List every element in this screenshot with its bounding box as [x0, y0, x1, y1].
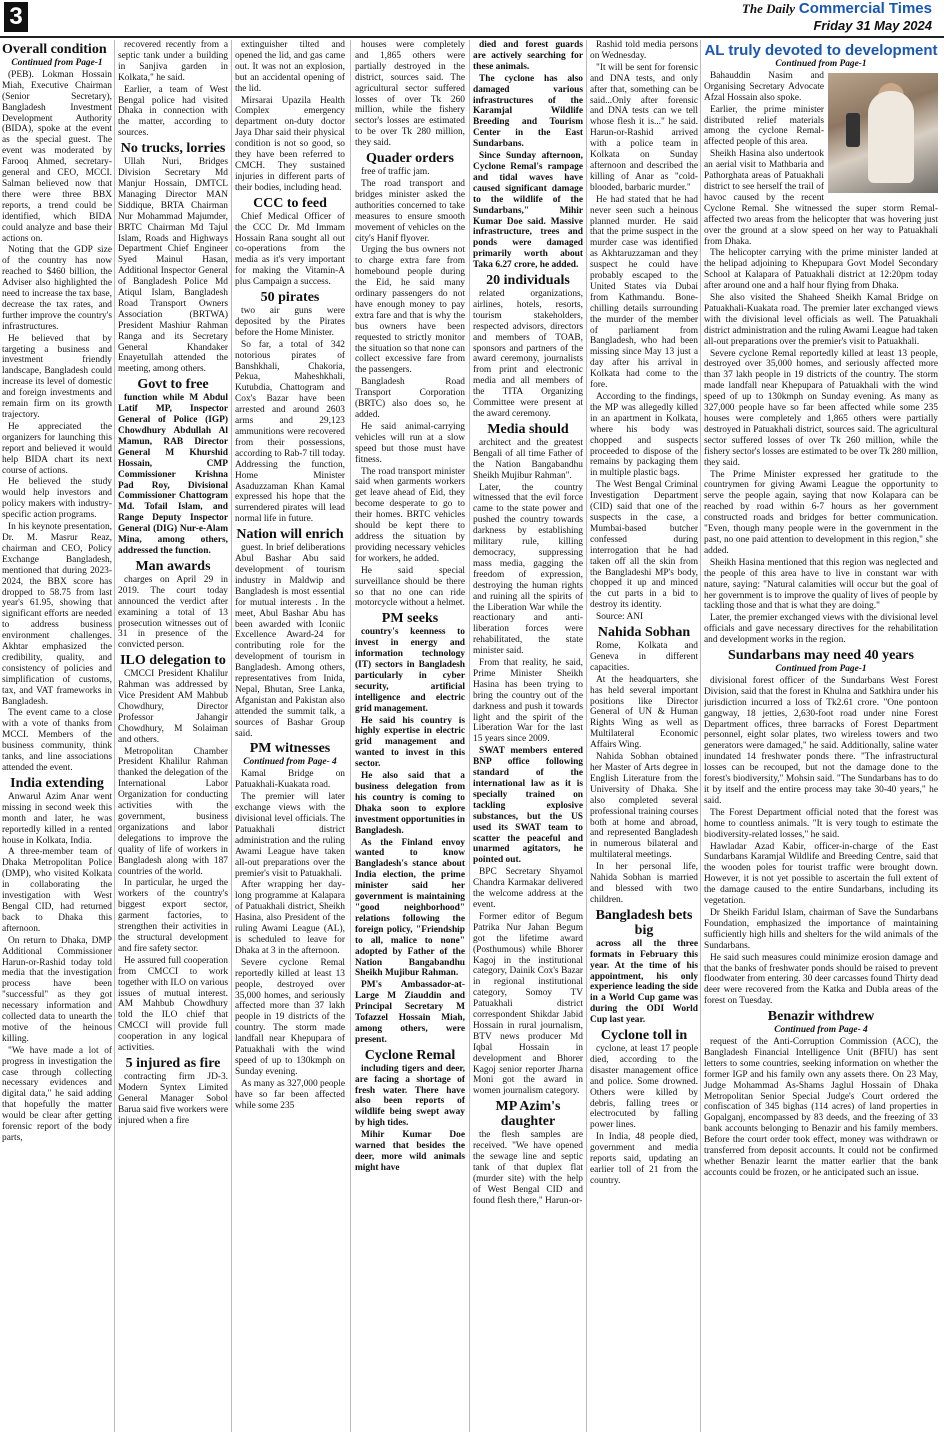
paragraph: He said such measures could minimize erosion damage and that the banks of freshwater ponds should be raised to prevent floodwater from entering. 30 deer carcasses found Thirty dead deer were recovered from the Katka and Dubla areas of the forest on Tuesday.	[704, 952, 938, 1007]
paragraph: Anwarul Azim Anar went missing in second week this month and later, he was reportedly killed in a rented house in Kolkata, India.	[2, 791, 112, 846]
paragraph: recovered recently from a septic tank under a building in Sanjiva garden in Kolkata," he said.	[118, 40, 228, 83]
paragraph: According to the findings, the MP was allegedly killed in an apartment in Kolkata, where his body was chopped and suspects proceeded to dispose of the remains by packaging them in multiple plastic bags.	[590, 392, 698, 479]
headline-20-individuals: 20 individuals	[486, 273, 570, 289]
paragraph: After wrapping her day-long programme at Kalapara of Patuakhali district, Sheikh Hasina, also President of the ruling Awami League (AL), is scheduled to leave for Dhaka at 3 in the afternoon.	[235, 880, 345, 956]
headline-quader-orders: Quader orders	[365, 151, 454, 167]
headline-pm-witnesses: PM witnesses	[249, 741, 331, 757]
paragraph: guest. In brief deliberations Abul Bashar Abu said development of tourism industry in Maldwip and Bangladesh is most essential for mutual interests . In the meet, Abul Bashar Abu has been awarded with Iconiic Excellence Award-24 for contributing role for the development of tourism in Bangladesh. Among others, representatives from Inida, Nepal, Bhutan, Sree Lanka, Afganistan and Pakistan also attended the summit talk, a sources of Bashar Group said.	[235, 543, 345, 739]
headline-overall-condition: Overall condition	[2, 42, 107, 57]
paragraph: He believed the study would help investors and policy makers with industry-specific action programs.	[2, 477, 112, 521]
column-5	[473, 40, 583, 1432]
paragraph: cyclone, at least 17 people died, according to the disaster management office and police. Some drowned. Others were killed by debris, falling trees or electrocuted by falling power lines.	[590, 1044, 698, 1131]
column-divider	[350, 40, 351, 1432]
paragraph: charges on April 29 in 2019. The court today announced the verdict after examining a total of 13 prosecution witnesses out of 31 in presence of the convicted person.	[118, 574, 228, 651]
paragraph: country's keenness to invest in energy and information technology (IT) sectors in Bangladesh particularly in cyber security, artificial intelligence and electric grid management.	[355, 627, 465, 714]
paragraph: She also visited the Shaheed Sheikh Kamal Bridge on Patuakhali-Kuakata road. The premier later exchanged views with the divisional level officials as well. The Patuakhali district administration and the ruling Awami League had taken all-out preparations over the premier's visit to Patuakhali.	[704, 293, 938, 347]
brand	[742, 0, 932, 17]
paragraph: The West Bengal Criminal Investigation Department (CID) said that one of the suspects in the case, a Mumbai-based butcher confessed during interrogation that he had taken off all the skin from the Bangladeshi MP's body, chopped it up and minced the cut parts in a bid to destroy its identity.	[590, 480, 698, 611]
headline-50-pirates: 50 pirates	[260, 290, 320, 306]
source-credit: Source: ANI	[596, 612, 644, 623]
paragraph: In India, 48 people died, government and media reports said, updating an earlier toll of 21 from the country.	[590, 1132, 698, 1186]
paragraph: The event came to a close with a vote of thanks from MCCI. Members of the business community, think tanks, and line associations attended the event.	[2, 708, 112, 773]
headline-nahida-sobhan: Nahida Sobhan	[597, 625, 691, 641]
paragraph: architect and the greatest Bengali of all time Father of the Nation Bangabandhu Sheikh Mujibur Rahman".	[473, 437, 583, 481]
column-2	[118, 40, 228, 1432]
headline-man-awards: Man awards	[135, 558, 211, 574]
paragraph: Mihir Kumar Doe warned that besides the deer, more wild animals might have	[355, 1130, 465, 1173]
paragraph: He said animal-carrying vehicles will run at a slow speed but those must have fitness.	[355, 421, 465, 465]
column-divider	[114, 40, 115, 1432]
paragraph: As many as 327,000 people have so far been affected while some 235	[235, 1078, 345, 1111]
paragraph: (PEB). Lokman Hossain Miah, Executive Chairman (Senior Secretary), Bangladesh Investment Development Authority (BIDA), spoke at the event as the special guest. The event was moderated by Farooq Ahmed, secretary-general and CEO, MCCI. Salman believed now that there were three BBX reports, a trend could be identified, which BIDA could analyze and base their actions on.	[2, 69, 112, 244]
paragraph: The road transport minister said when garments workers get leave ahead of Eid, they become desperate to go to their homes. BRTC vehicles should be kept there to address the situation by providing necessary vehicles for workers, he added.	[355, 466, 465, 564]
headline-benazir-withdrew: Benazir withdrew	[767, 1009, 875, 1025]
paragraph: As the Finland envoy wanted to know Bangladesh's stance about India election, the prime minister said her government is maintaining "good neighborhood" relations following the foreign policy, "Friendship to all, malice to none" adopted by Father of the Nation Bangabandhu Sheikh Mujibur Rahman.	[355, 837, 465, 979]
paragraph: "It will be sent for forensic and DNA tests, and only after that, something can be said...Only after forensic and DNA tests can we tell whose flesh it is..." he said. Harun-or-Rashid arrived with a police team in Kolkata on Sunday afternoon and described the killing of Anar as "cold-blooded, barbaric murder."	[590, 62, 698, 193]
headline-cyclone-remal: Cyclone Remal	[364, 1047, 456, 1063]
headline-india-extending: India extending	[10, 775, 104, 791]
paragraph: died and forest guards are actively searching for these animals.	[473, 40, 583, 72]
column-4	[355, 40, 465, 1432]
brand-name: Commercial Times	[798, 0, 932, 17]
headline-5-injured: 5 injured as fire	[125, 1055, 221, 1071]
paragraph: across all the three formats in February this year. At the time of his appointment, his only experience leading the side in a World Cup game was during the ODI World Cup last year.	[590, 938, 698, 1026]
headline-bangladesh-bets-big: Bangladesh bets big	[595, 907, 693, 938]
continued-note: Continued from Page-1	[775, 59, 867, 69]
paragraph: Noting that the GDP size of the country has now reached to $460 billion, the Adviser also highlighted the need to increase the tax base, decrease the tax rates, and further improve the country's infrastructures.	[2, 245, 112, 332]
headline-sundarbans: Sundarbans may need 40 years	[728, 648, 914, 664]
headline-media-should: Media should	[487, 421, 569, 437]
paragraph: The Prime Minister expressed her gratitude to the countrymen for giving Awami League the opportunity to serve the people again, saying that now Kolapara can be reached by road within 6-7 hours as her government constructed roads and bridges for better communication. "Even, though many people were in the government in the past, no one paid attention to development in this region," she added.	[704, 469, 938, 556]
paragraph: The premier will later exchange views with the divisional level officials. The Patuakhali district administration and the ruling Awami League have taken all-out preparations over the premier's visit to Patuakhali.	[235, 792, 345, 879]
paragraph: Nahida Sobhan obtained her Master of Arts degree in English Literature from the University of Dhaka. She also completed several professional training courses both at home and abroad, and represented Bangladesh in numerous bilateral and multilateral meetings.	[590, 752, 698, 861]
paragraph: the flesh samples are received. "We have opened the sewage line and septic tank of that duplex flat (murder site) with the help of West Bengal CID and found flesh there," Harun-or-	[473, 1130, 583, 1206]
headline-nation-will-enrich: Nation will enrich	[236, 527, 344, 543]
continued-note: Continued from Page- 4	[243, 757, 337, 768]
paragraph: He said special surveillance should be there so that no one can ride motorcycle without a helmet.	[355, 565, 465, 609]
paragraph: Ullah Nuri, Bridges Division Secretary Md Manjur Hossain, DMTCL Managing Director MAN Siddique, BRTA Chairman Nur Mohammad Majumder, BRTC Chairman Md Tajul Islam, Roads and Highways Department Chief Engineer Syed Mainul Hasan, Additional Inspector General of Bangladesh Police Md Atiqul Islam, Bangladesh Road Transport Owners Association (BRTWA) President Mashiur Rahman Ranga and its Secretary General Khandaker Enayetullah attended the meeting, among others.	[118, 157, 228, 375]
brand-the: The Daily	[741, 1, 795, 16]
paragraph: Kamal Bridge on Patuakhali-Kuakata road.	[235, 769, 345, 791]
paragraph: Bahauddin Nasim and Organising Secretary Advocate Afzal Hossain also spoke.	[704, 70, 824, 103]
paragraph: He believed that by targeting a business and investment friendly landscape, Bangladesh could increase its level of domestic and foreign investments and remain firm on its growth trajectory.	[2, 333, 112, 420]
paragraph: "We have made a lot of progress in investigation the case through collecting necessary evidences and digital data," he said adding that hopefully the matter would be clear after getting forensic report of the body parts,	[2, 1045, 112, 1143]
masthead	[0, 0, 944, 38]
paragraph: Former editor of Begum Patrika Nur Jahan Begum got the lifetime award (Posthumous) while Bhorer Kagoj in the institutional category, Dainik Cox's Bazar in regional institutional category, Somoy TV Patuakhali district correspondent Shikdar Jabid Hossain in rural journalism, BTV news producer Md Iqbal Hossain in development and Bhorer Kagoj senior reporter Jharna Moni got the award in women journalism category.	[473, 911, 583, 1097]
paragraph: He also said that a business delegation from his country is coming to Dhaka soon to explore investment opportunities in Bangladesh.	[355, 771, 465, 836]
paragraph: request of the Anti-Corruption Commission (ACC), the Bangladesh Financial Intelligence Unit (BFIU) has sent letters to some countries, seeking information on whether the former IGP and his family own any assets there. On 23 May, Judge Mohammad As-Shams Jaglul Hossain of Dhaka Metropolitan Senior Special Judge's Court ordered the confiscation of 345 bighas (114 acres) of land properties in Gopalganj, encompassed by 83 deeds, and the freezing of 33 bank accounts belonging to Benazir and his family members. Before the court order took effect, money was withdrawn or transferred from deposit accounts. It could not be confirmed whether Benazir learnt the matter earlier that the bank accounts could be frozen, or he anticipated such an issue.	[704, 1037, 938, 1178]
headline-ilo-delegation: ILO delegation to	[120, 653, 226, 669]
headline-ccc-to-feed: CCC to feed	[253, 195, 327, 211]
paragraph: SWAT members entered BNP office following standard of the international law as it is specially trained on tackling explosive substances, but the US used its SWAT team to scatter the peaceful and unarmed agitators, he pointed out.	[473, 746, 583, 866]
paragraph: houses were completely and 1,865 others were partially destroyed in the district, sources said. The agricultural sector suffered losses of over Tk 260 million, while the fishery sector's losses are estimated to be over Tk 280 million, they said.	[355, 40, 465, 149]
paragraph: CMCCI President Khalilur Rahman was addressed by Vice President AM Mahbub Chowdhury, Director Professor Jahangir Chowdhury, M Solaiman and others.	[118, 669, 228, 745]
paragraph: Metropolitan Chamber President Khalilur Rahman thanked the delegation of the International Labor Organization for conducting activities with the government, business organizations and labor delegations to improve the quality of life of workers in Bangladesh along with 187 countries of the world.	[118, 746, 228, 877]
paragraph: He had stated that he had never seen such a heinous planned murder. He said that the prime suspect in the murder case was identified as Akhtaruzzaman and they suspect he could have probably escaped to the United States via Dubai from Kathmandu. Bone-chilling details surrounding the murder of the member of parliament from Bangladesh, who had been missing since May 13 just a day after his arrival in Kolkata had come to the fore.	[590, 194, 698, 391]
paragraph: He appreciated the organizers for launching this report and believed it would help BIDA chart its next course of actions.	[2, 421, 112, 476]
paragraph: So far, a total of 342 notorious pirates of Banshkhali, Chakoria, Pekua, Maheshkhali, Kutubdia, Chattogram and Cox's Bazar have been arrested and around 2603 arms and 29,123 ammunitions were recovered from their possessions, according to Rab-7 till today. Addressing the function, Home Minister Asaduzzaman Khan Kamal expressed his hope that the surrendered pirates will lead normal life in future.	[235, 339, 345, 525]
paragraph: In his keynote presentation, Dr. M. Masrur Reaz, chairman and CEO, Policy Exchange Bangladesh, mentioned that during 2023-2024, the BBX score has dropped to 58.75 from last year's 61.95, showing that significant efforts are needed to address business environment challenges. Akhtar emphasized the credibility, quality, and consistency of policies and simplification of customs, tax, and VAT frameworks in Bangladesh.	[2, 522, 112, 707]
paragraph: From that reality, he said, Prime Minister Sheikh Hasina has been trying to bring the country out of the darkness and push it towards light and the spirit of the Liberation War for the last 15 years since 2009.	[473, 658, 583, 745]
paragraph: Mirsarai Upazila Health Complex emergency department on-duty doctor Jaya Dhar said their physical condition is not so good, so they have been referred to CMCH. They sustained injuries in different parts of their bodies, including head.	[235, 95, 345, 193]
headline-govt-to-free: Govt to free	[137, 377, 209, 393]
paragraph: Hawladar Azad Kabir, officer-in-charge of the East Sundarbans Karamjal Wildlife and Breeding Centre, said that the wooden poles for tourist traffic were brought down. However, it is not yet possible to ascertain the full extent of the damage caused to the entire Sundarbans, including its vegetation.	[704, 841, 938, 907]
microphone-icon	[846, 113, 860, 147]
headline-mp-azims-daughter: MP Azim's daughter	[495, 1099, 561, 1130]
paragraph: He assured full cooperation from CMCCI to work together with ILO on various issues of mutual interest. AM Mahbub Chowdhury told the ILO chief that CMCCI will provide full cooperation in any logical activities.	[118, 955, 228, 1054]
paragraph: extinguisher tilted and opened the lid, and gas came out. It was not an explosion, but an accidental opening of the lid.	[235, 40, 345, 94]
paragraph: He said his country is highly expertise in electric grid management and wanted to invest in this sector.	[355, 715, 465, 770]
headline-cyclone-toll: Cyclone toll in	[600, 1028, 688, 1044]
paragraph: Sheikh Hasina also undertook an aerial visit to Mathbaria and Pathorghata areas of Patuakhali district to see herself the trail of havoc caused by the recent Cyclone Remal. She witnessed the super storm Remal-affected two areas from the helicopter that was hovering just over the ground at a slow speed on her way to Patuakhali from Dhaka.	[704, 149, 938, 247]
photo-prime-minister-speaking	[828, 73, 938, 193]
paragraph: The Forest Department official noted that the forest was home to countless animals. "It is very tough to estimate the biodiversity-related losses," he said.	[704, 807, 938, 840]
continued-note: Continued from Page-1	[11, 58, 103, 68]
paragraph: Later, the premier exchanged views with the divisional level officials and gave necessary directives for the rehabilitation and development works in the region.	[704, 613, 938, 646]
column-1	[2, 40, 112, 1432]
paragraph: At the headquarters, she has held several important positions like Director General of UN & Human Rights Wing as well as Multilateral Economic Affairs Wing.	[590, 674, 698, 751]
right-column	[704, 40, 938, 1432]
continued-note: Continued from Page-1	[775, 664, 867, 675]
column-divider	[586, 40, 587, 1432]
dateline: Friday 31 May 2024	[813, 18, 932, 33]
paragraph: Urging the bus owners not to charge extra fare from homebound people during the Eid, he said many ordinary passengers do not have enough money to pay extra fare and that is why the bus owners have been requested to strictly monitor the situation so that none can collect excessive fare from the passengers.	[355, 245, 465, 376]
paragraph: Sheikh Hasina mentioned that this region was neglected and the people of this area have to live in constant war with nature, saying: "Natural calamities will occur but the goal of her government is to improve the quality of lives of people by tackling those and that is what they are doing."	[704, 557, 938, 612]
paragraph: A three-member team of Dhaka Metropolitan Police (DMP), who visited Kolkata in collaborating the investigation with West Bengal CID, had returned back to Dhaka this afternoon.	[2, 847, 112, 934]
paragraph: Rashid told media persons on Wednesday.	[590, 40, 698, 61]
paragraph: Earlier, the prime minister distributed relief materials among the cyclone Remal-affected people of this area.	[704, 104, 824, 148]
paragraph: The cyclone has also damaged various infrastructures of the Karamjal Wildlife Breeding and Tourism Center in the East Sundarbans.	[473, 73, 583, 150]
paragraph: related organizations, airlines, hotels, resorts, tourism stakeholders, respected advisors, directors and members of TOAB, sponsors and partners of the award ceremony, journalists from print and electronic media and all members of the TITA Organizing Committee were present at the award ceremony.	[473, 289, 583, 419]
paragraph: including tigers and deer, are facing a shortage of fresh water. There have also been reports of wildlife being swept away by high tides.	[355, 1063, 465, 1129]
paragraph: Severe cyclone Remal reportedly killed at least 13 people, destroyed over 35,000 homes, and seriously affected more than 37 lakh people in 19 districts of the country. The storm made landfall near Khepupara of Patuakhali with the wind speed of up to 130kmph on Sunday evening.	[235, 957, 345, 1077]
paragraph: In particular, he urged the workers of the country's biggest export sector, garment factories, to strengthen their activities in the structural development and fire safety sector.	[118, 878, 228, 954]
paragraph: The helicopter carrying with the prime minister landed at the helipad adjoining to Khepupara Govt Model Secondary School at Kalapara of Patuakhali district at 12:20pm today after around one and a half hour flying from Dhaka.	[704, 248, 938, 292]
paragraph: Dr Sheikh Faridul Islam, chairman of Save the Sundarbans Foundation, emphasized the importance of maintaining sufficiently high hills and shelters for the wild animals of the Sundarbans.	[704, 907, 938, 951]
paragraph: PM's Ambassador-at-Large M Ziauddin and Principal Secretary M Tofazzel Hossain Miah, among others, were present.	[355, 980, 465, 1045]
paragraph: Since Sunday afternoon, Cyclone Remal's rampage and tidal waves have caused significant damage to the wildlife of the Sundarbans," Mihir Kumar Doe said. Massive infrastructure, trees and ponds were damaged primarily worth about Taka 6.27 crore, he added.	[473, 151, 583, 271]
column-6	[590, 40, 698, 1432]
paragraph: In her personal life, Nahida Sobhan is married and blessed with two children.	[590, 862, 698, 905]
paragraph: Earlier, a team of West Bengal police had visited Dhaka in connection with the matter, according to sources.	[118, 84, 228, 139]
paragraph: Rome, Kolkata and Geneva in different capacities.	[590, 641, 698, 673]
paragraph: BPC Secretary Shyamol Chandra Karmakar delivered the welcome address at the event.	[473, 867, 583, 910]
paragraph: two air guns were deposited by the Pirates before the Home Minister.	[235, 306, 345, 338]
page-number: 3	[4, 2, 28, 32]
paragraph: divisional forest officer of the Sundarbans West Forest Division, said that the forest in Khulna and Satkhira under his jurisdiction incurred a loss of Tk2.61 crore. "One pontoon gangway, 18 jetties, 2,630-foot road under nine Forest Department offices, three barracks of Forest Department personnel, eight solar plates, two wireless towers and two generators were damaged," he said. Additionally, saline water inundated 14 freshwater ponds there. "The infrastructural losses can be recouped, but not the damage done to the forest's biodiversity," Mohsin said. "The Sundarbans has to do it by itself and the entire process may take 30-40 years," he said.	[704, 675, 938, 806]
paragraph: Later, the country witnessed that the evil force came to the state power and pushed the country towards darkness by establishing military rule, killing democracy, suppressing mass media, gagging the freedom of expression, destroying the human rights and ruining all the spirits of the Liberation War while the reactionary and anti-liberation forces were rehabilitated, the state minister said.	[473, 482, 583, 657]
column-divider	[700, 40, 701, 1432]
paragraph: The road transport and bridges minister asked the authorities concerned to take measures to ensure smooth movement of vehicles on the city's Hanif flyover.	[355, 178, 465, 244]
column-3	[235, 40, 345, 1432]
paragraph: Severe cyclone Remal reportedly killed at least 13 people, destroyed over 35,000 homes, and seriously affected more than 37 lakh people in 19 districts of the country. The storm made landfall near Khepupara of Patuakhali with the wind speed of up to 130kmph on Sunday evening. As many as 327,000 people have so far been affected while some 235 houses were completely and 1,865 others were partially destroyed in Patuakhali district, sources said. The agricultural sector suffered losses of over Tk 260 million, while the fishery sector's losses are estimated to be over Tk 280 million, they said.	[704, 348, 938, 468]
continued-note: Continued from Page- 4	[774, 1025, 868, 1036]
headline-pm-seeks: PM seeks	[381, 611, 439, 627]
paragraph: Chief Medical Officer of the CCC Dr. Md Immam Hossain Rana sought all out co-operations from the media as it's very important for making the Vitamin-A plus Campaign a success.	[235, 211, 345, 288]
paragraph: On return to Dhaka, DMP Additional Commissioner Harun-or-Rashid today told media that the investigation process have been "successful" as they got necessary information and collected data to unearth the motive of the heinous killing.	[2, 935, 112, 1044]
headline-no-trucks: No trucks, lorries	[120, 141, 226, 157]
paragraph: Bangladesh Road Transport Corporation (BRTC) also does so, he added.	[355, 377, 465, 420]
paragraph: contracting firm JD-3. Modern Syntex Limited General Manager Sobol Barua said five workers were injured when a fire	[118, 1071, 228, 1126]
column-divider	[469, 40, 470, 1432]
headline-al-truly-devoted: AL truly devoted to development	[704, 42, 938, 59]
column-divider	[231, 40, 232, 1432]
paragraph: function while M Abdul Latif MP, Inspector General of Police (IGP) Chowdhury Abdullah Al Mamun, RAB Director General M Khurshid Hossain, CMP Commissioner Krishna Pad Roy, Divisional Commissioner Chattogram Md. Tofail Islam, and Range Deputy Inspector General (DIG) Nur-e-Alam Mina, among others, addressed the function.	[118, 393, 228, 556]
paragraph: free of traffic jam.	[361, 167, 430, 178]
